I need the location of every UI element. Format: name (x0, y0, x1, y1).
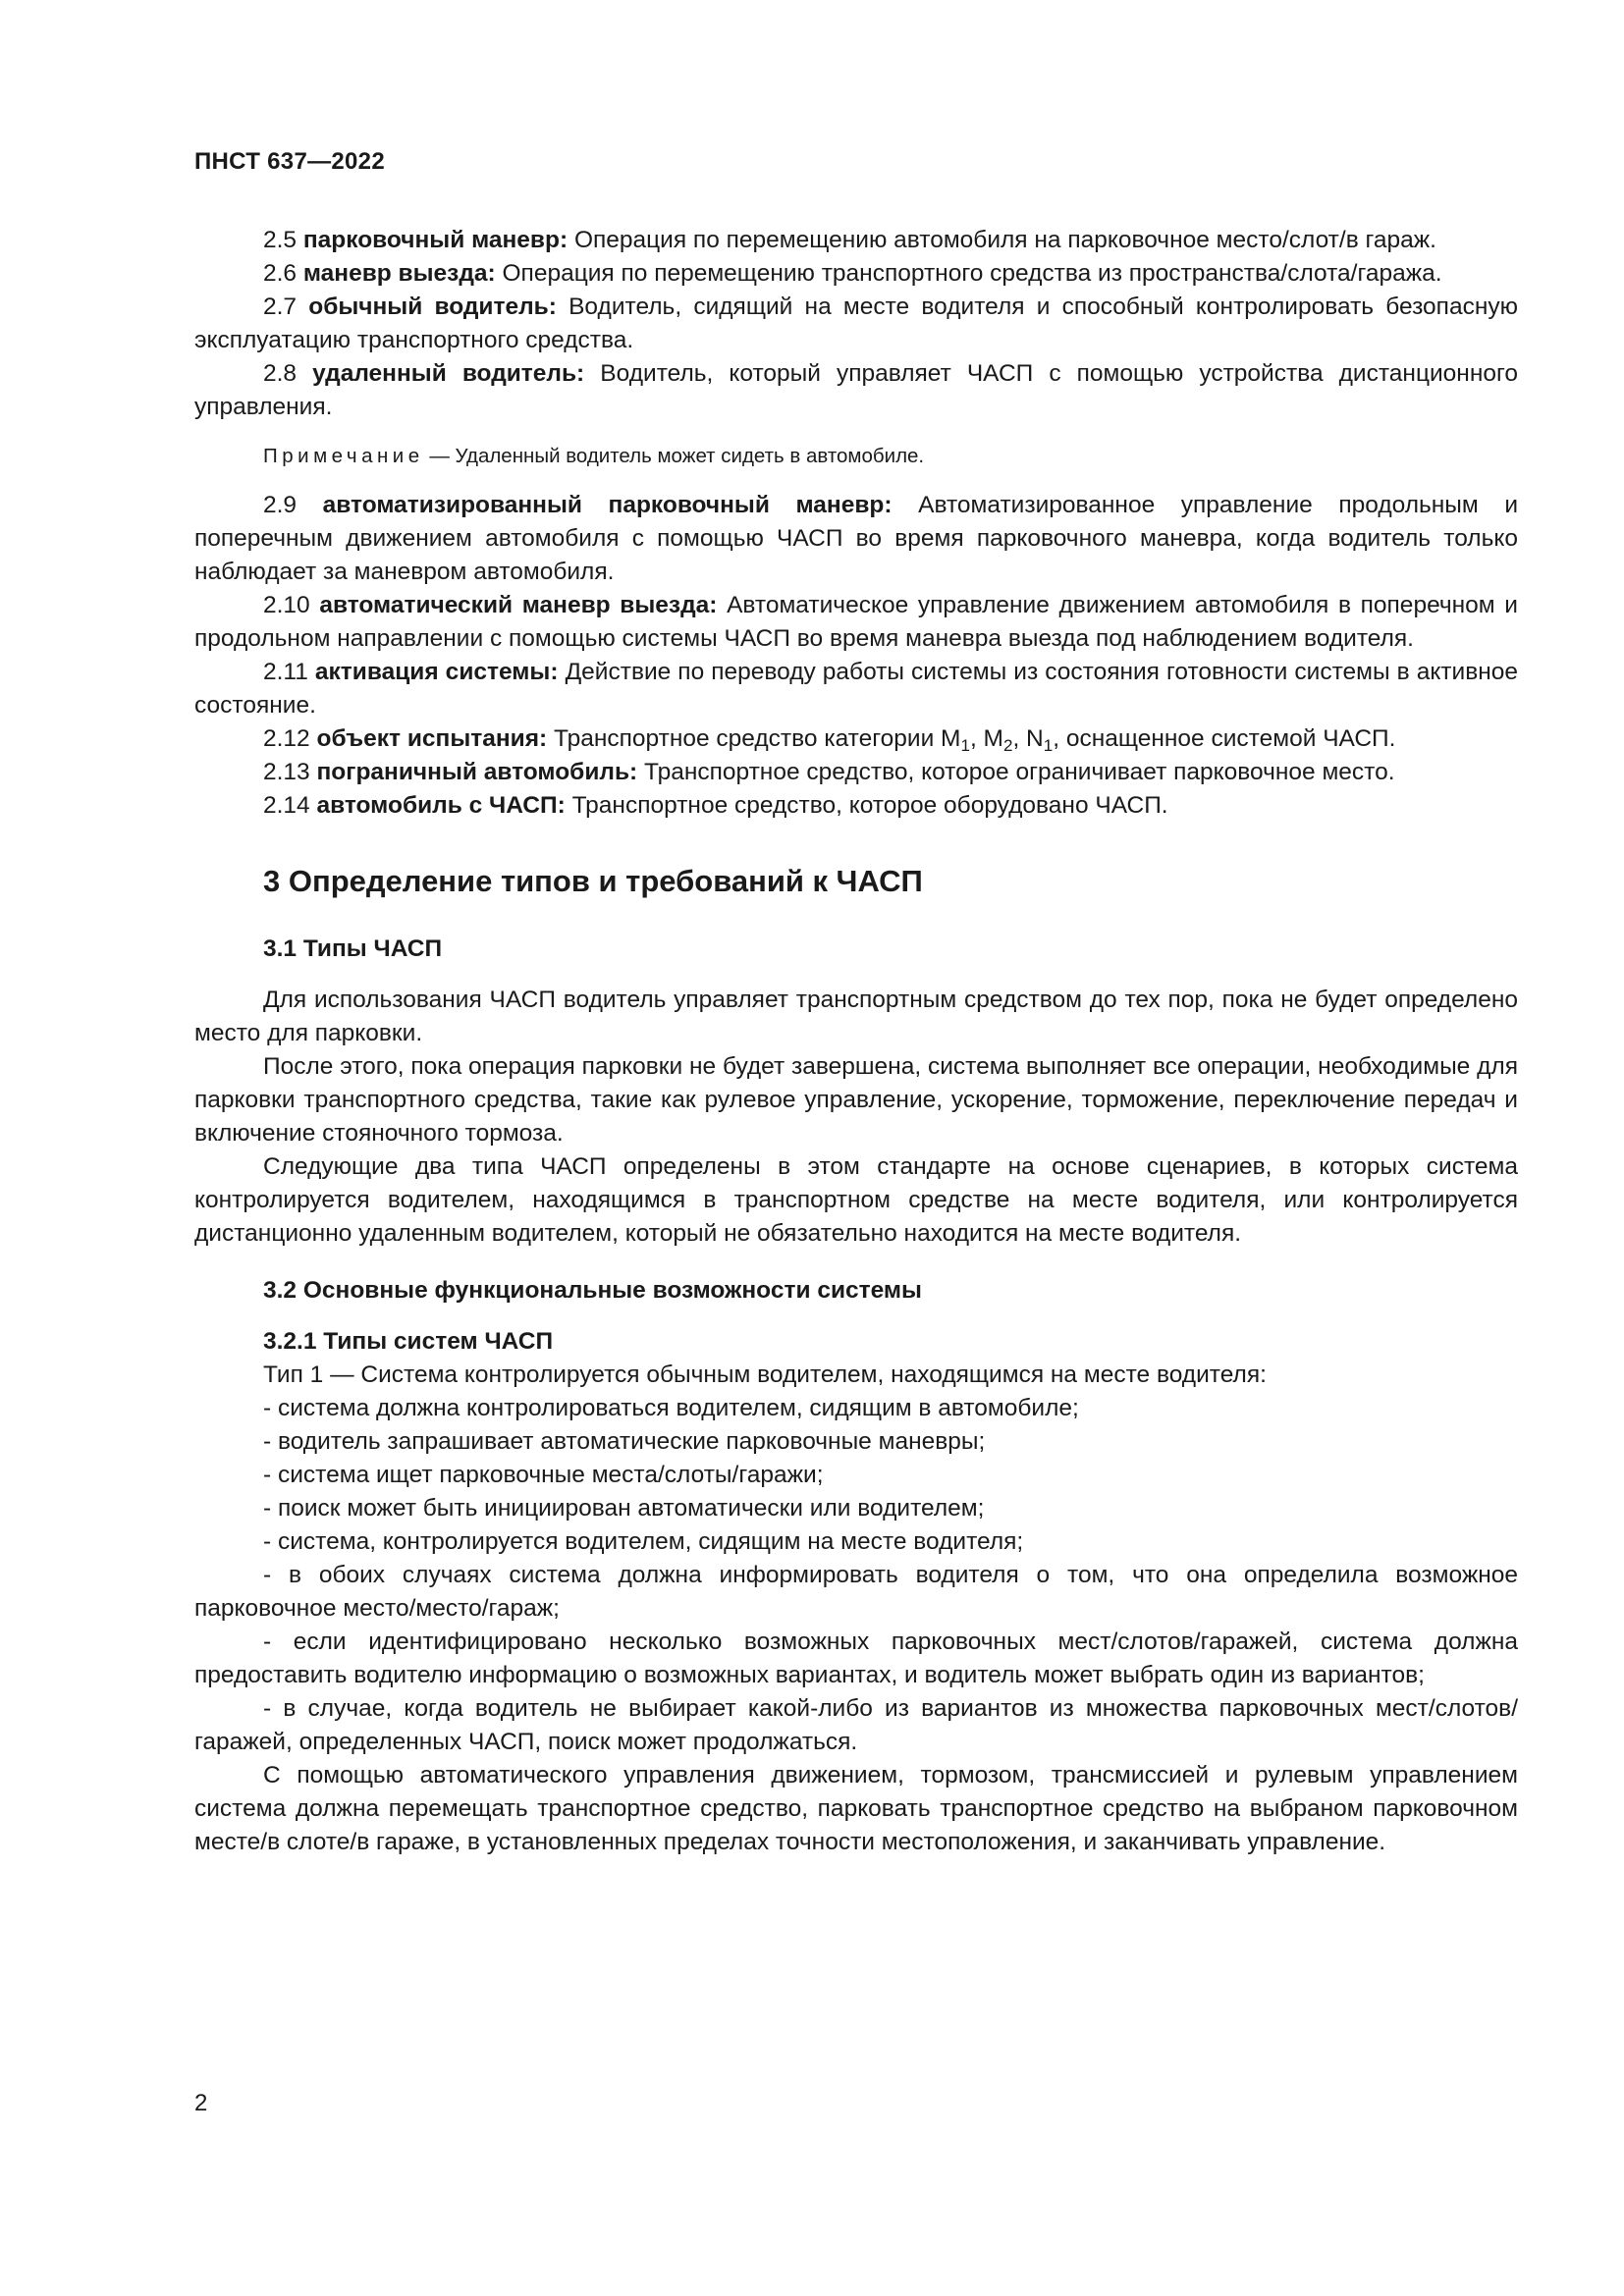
type1-intro: Тип 1 — Система контролируется обычным водителем, находящимся на месте водителя: (263, 1362, 1267, 1388)
definition-2-6: 2.6 маневр выезда: Операция по перемещению транспортного средства из пространства/слота/гаража. (263, 260, 1442, 287)
paragraph: После этого, пока операция парковки не будет завершена, система выполняет все операции, необходимые для парковки транспортного средства, такие как рулевое управление, ускорение, торможение, переключение передач и включение стояночного тормоза. (194, 1053, 1518, 1147)
section-3-1-heading: 3.1 Типы ЧАСП (263, 935, 443, 962)
section-3-2-1-heading: 3.2.1 Типы систем ЧАСП (263, 1328, 554, 1355)
definition-2-13: 2.13 пограничный автомобиль: Транспортное средство, которое ограничивает парковочное место. (263, 759, 1395, 785)
page-content (194, 224, 1518, 1859)
list-item: - система, контролируется водителем, сидящим на месте водителя; (263, 1528, 1024, 1555)
definition-2-11: 2.11 активация системы: Действие по переводу работы системы из состояния готовности системы в активное состояние. (194, 659, 1519, 719)
list-item: - система ищет парковочные места/слоты/гаражи; (263, 1462, 824, 1488)
list-item: - водитель запрашивает автоматические парковочные маневры; (263, 1428, 986, 1455)
definition-2-12: 2.12 объект испытания: Транспортное средство категории $M_1$, $M_2$, $N_1$, оснащенное системой ЧАСП. (263, 725, 1396, 755)
note-text: — Удаленный водитель может сидеть в автомобиле. (429, 445, 925, 467)
definition-2-8: 2.8 удаленный водитель: Водитель, который управляет ЧАСП с помощью устройства дистанционного управления. (194, 360, 1519, 420)
list-item: - в случае, когда водитель не выбирает какой-либо из вариантов из множества парковочных мест/слотов/гаражей, определенных ЧАСП, поиск может продолжаться. (194, 1695, 1518, 1755)
document-id: ПНСТ 637—2022 (194, 148, 385, 175)
note (194, 443, 1518, 470)
list-item: - система должна контролироваться водителем, сидящим в автомобиле; (263, 1395, 1079, 1421)
definition-2-10: 2.10 автоматический маневр выезда: Автоматическое управление движением автомобиля в поперечном и продольном направлении с помощью системы ЧАСП во время маневра выезда под наблюдением водителя. (194, 592, 1518, 652)
definition-2-9: 2.9 автоматизированный парковочный маневр: Автоматизированное управление продольным и поперечным движением автомобиля с помощью ЧАСП во время парковочного маневра, когда водитель только наблюдает за маневром автомобиля. (194, 492, 1519, 585)
page-number: 2 (194, 2090, 208, 2116)
closing-paragraph: С помощью автоматического управления движением, тормозом, трансмиссией и рулевым управлением система должна перемещать транспортное средство, парковать транспортное средство на выбраном парковочном месте/в слоте/в гараже, в установленных пределах точности местоположения, и заканчивать управление. (194, 1762, 1518, 1855)
list-item: - поиск может быть инициирован автоматически или водителем; (263, 1495, 985, 1522)
list-item: - если идентифицировано несколько возможных парковочных мест/слотов/гаражей, система должна предоставить водителю информацию о возможных вариантах, и водитель может выбрать один из вариантов; (194, 1629, 1518, 1688)
definition-2-14: 2.14 автомобиль с ЧАСП: Транспортное средство, которое оборудовано ЧАСП. (263, 792, 1168, 819)
definition-2-7: 2.7 обычный водитель: Водитель, сидящий на месте водителя и способный контролировать безопасную эксплуатацию транспортного средства. (194, 294, 1518, 353)
list-item: - в обоих случаях система должна информировать водителя о том, что она определила возможное парковочное место/место/гараж; (194, 1562, 1518, 1622)
note-label: Примечание (263, 445, 424, 467)
definition-2-5: 2.5 парковочный маневр: Операция по перемещению автомобиля на парковочное место/слот/в гараж. (263, 227, 1436, 253)
section-3-heading: 3 Определение типов и требований к ЧАСП (263, 864, 923, 898)
section-3-2-heading: 3.2 Основные функциональные возможности системы (263, 1277, 922, 1304)
paragraph: Для использования ЧАСП водитель управляет транспортным средством до тех пор, пока не будет определено место для парковки. (194, 987, 1518, 1046)
paragraph: Следующие два типа ЧАСП определены в этом стандарте на основе сценариев, в которых система контролируется водителем, находящимся в транспортном средстве на месте водителя, или контролируется дистанционно удаленным водителем, который не обязательно находится на месте водителя. (194, 1153, 1518, 1247)
